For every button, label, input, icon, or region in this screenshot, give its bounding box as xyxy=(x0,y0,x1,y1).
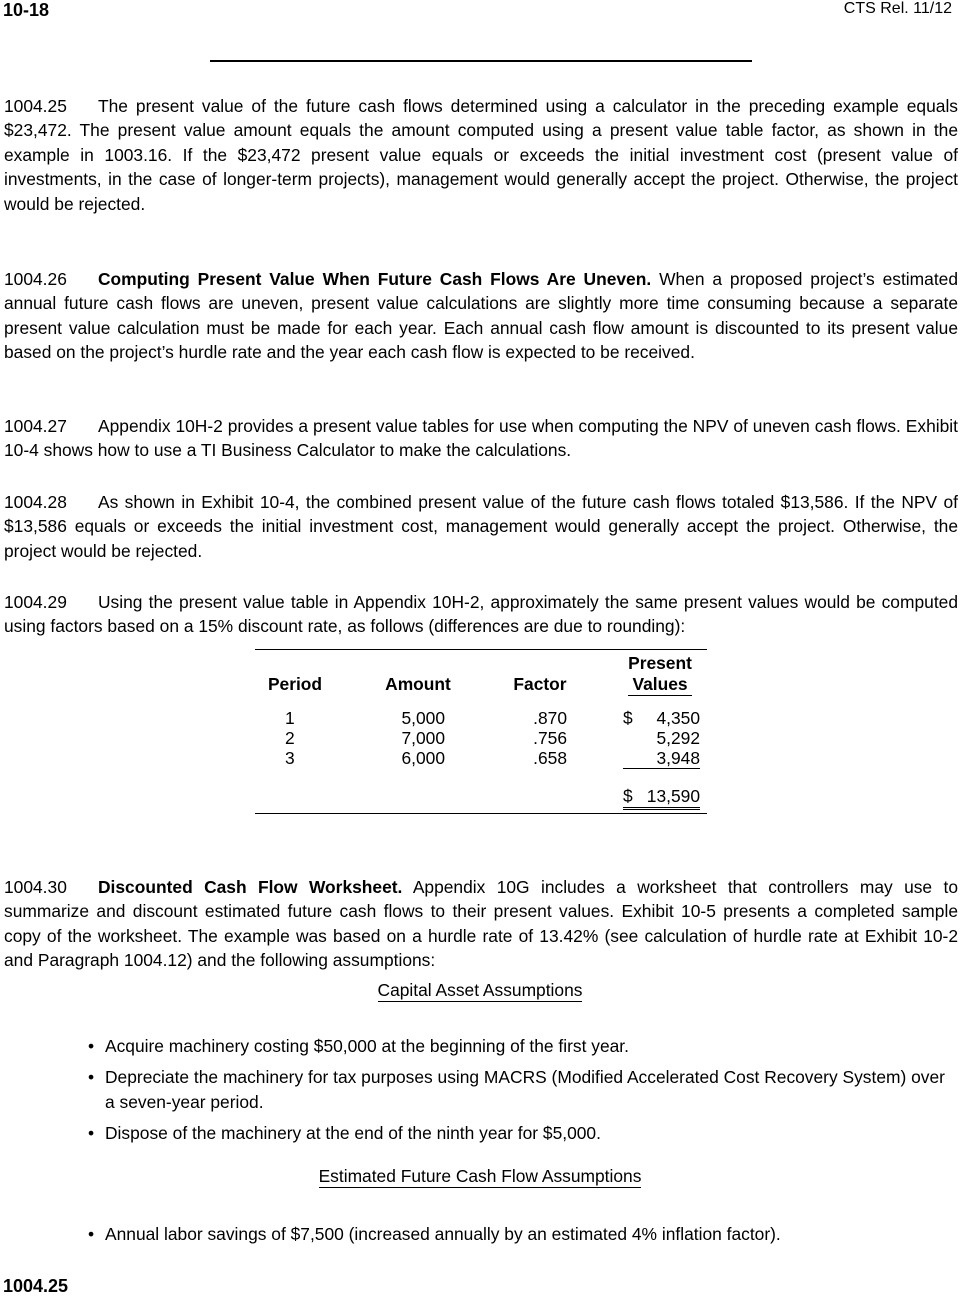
paragraph-1004-26 xyxy=(4,267,958,365)
col-header-period: Period xyxy=(267,674,323,694)
table-row-1-pv: 4,350 xyxy=(656,708,700,728)
header-rule xyxy=(210,60,752,62)
list-item: • Acquire machinery costing $50,000 at the beginning of the first year. xyxy=(88,1034,958,1058)
release-label: CTS Rel. 11/12 xyxy=(843,0,952,17)
table-row-3-factor: .658 xyxy=(533,748,567,768)
table-total-dollar: $ xyxy=(623,786,633,806)
paragraph-text: Using the present value table in Appendix 10H-2, approximately the same present values would be computed using factors based on a 15% discount rate, as follows (differences are due to rounding): xyxy=(4,592,958,637)
paragraph-number: 1004.28 xyxy=(4,492,67,512)
paragraph-1004-29 xyxy=(4,590,958,639)
table-top-rule xyxy=(255,649,707,650)
table-row-2-period: 2 xyxy=(285,728,295,748)
capital-assumptions-list xyxy=(88,1034,958,1153)
paragraph-number: 1004.27 xyxy=(4,416,67,436)
cash-flow-assumptions-list xyxy=(88,1222,958,1253)
paragraph-text: Appendix 10G includes a worksheet that controllers may use to summarize and discount estimated future cash flows to their present values. Exhibit 10-5 presents a completed sample copy of the worksheet. The example was based on a hurdle rate of 13.42% (see calculation of hurdle rate at Exhibit 10-2 and Paragraph 1004.12) and the following assumptions: xyxy=(4,877,958,971)
paragraph-1004-25 xyxy=(4,94,958,216)
col-header-pv-line2: Values xyxy=(628,674,691,696)
table-row-1-factor: .870 xyxy=(533,708,567,728)
paragraph-heading: Discounted Cash Flow Worksheet. xyxy=(98,877,403,897)
table-bottom-rule xyxy=(255,813,707,814)
list-item: • Dispose of the machinery at the end of the ninth year for $5,000. xyxy=(88,1121,958,1145)
footer-label: 1004.25 xyxy=(3,1276,69,1296)
paragraph-1004-30 xyxy=(4,875,958,973)
paragraph-text: The present value of the future cash flows determined using a calculator in the preceding example equals $23,472. The present value amount equals the amount computed using a present value table factor, as shown in the example in 1003.16. If the $23,472 present value equals or exceeds the initial investment cost (present value of investments, in the case of longer-term projects), management would generally accept the project. Otherwise, the project would be rejected. xyxy=(4,96,958,214)
cash-flow-assumptions-title: Estimated Future Cash Flow Assumptions xyxy=(318,1166,642,1186)
paragraph-text: Appendix 10H-2 provides a present value tables for use when computing the NPV of uneven cash flows. Exhibit 10-4 shows how to use a TI Business Calculator to make the calculations. xyxy=(4,416,958,461)
table-row-3-period: 3 xyxy=(285,748,295,768)
table-row-2-pv: 5,292 xyxy=(656,728,700,748)
paragraph-number: 1004.25 xyxy=(4,96,67,116)
capital-assumptions-title: Capital Asset Assumptions xyxy=(377,980,583,1000)
table-row-2-amount: 7,000 xyxy=(401,728,445,748)
table-row-3-pv: 3,948 xyxy=(623,748,700,769)
table-row-1-dollar: $ xyxy=(623,708,633,728)
paragraph-text: When a proposed project’s estimated annual future cash flows are uneven, present value calculations are slightly more time consuming because a separate present value calculation must be made for each year. Each annual cash flow amount is discounted to its present value based on the project’s hurdle rate and the year each cash flow is expected to be received. xyxy=(4,269,958,363)
paragraph-number: 1004.29 xyxy=(4,592,67,612)
paragraph-1004-27 xyxy=(4,414,958,463)
col-header-pv-line1: Present xyxy=(628,653,692,673)
paragraph-1004-28 xyxy=(4,490,958,563)
col-header-factor: Factor xyxy=(513,674,567,694)
paragraph-number: 1004.30 xyxy=(4,877,67,897)
list-item: • Annual labor savings of $7,500 (increased annually by an estimated 4% inflation factor). xyxy=(88,1222,958,1246)
page-number: 10-18 xyxy=(3,0,50,20)
list-item: • Depreciate the machinery for tax purposes using MACRS (Modified Accelerated Cost Recovery System) over a seven-year period. xyxy=(88,1065,958,1114)
col-header-present-values xyxy=(617,653,703,696)
paragraph-heading: Computing Present Value When Future Cash Flows Are Uneven. xyxy=(98,269,652,289)
table-total xyxy=(623,786,700,810)
table-row-1-amount: 5,000 xyxy=(401,708,445,728)
table-total-value: 13,590 xyxy=(646,786,700,806)
paragraph-number: 1004.26 xyxy=(4,269,67,289)
paragraph-text: As shown in Exhibit 10-4, the combined present value of the future cash flows totaled $13,586. If the NPV of $13,586 equals or exceeds the initial investment cost, management would generally accept the project. Otherwise, the project would be rejected. xyxy=(4,492,958,561)
table-row-2-factor: .756 xyxy=(533,728,567,748)
col-header-amount: Amount xyxy=(385,674,451,694)
table-row-1-period: 1 xyxy=(285,708,295,728)
table-row-3-amount: 6,000 xyxy=(401,748,445,768)
